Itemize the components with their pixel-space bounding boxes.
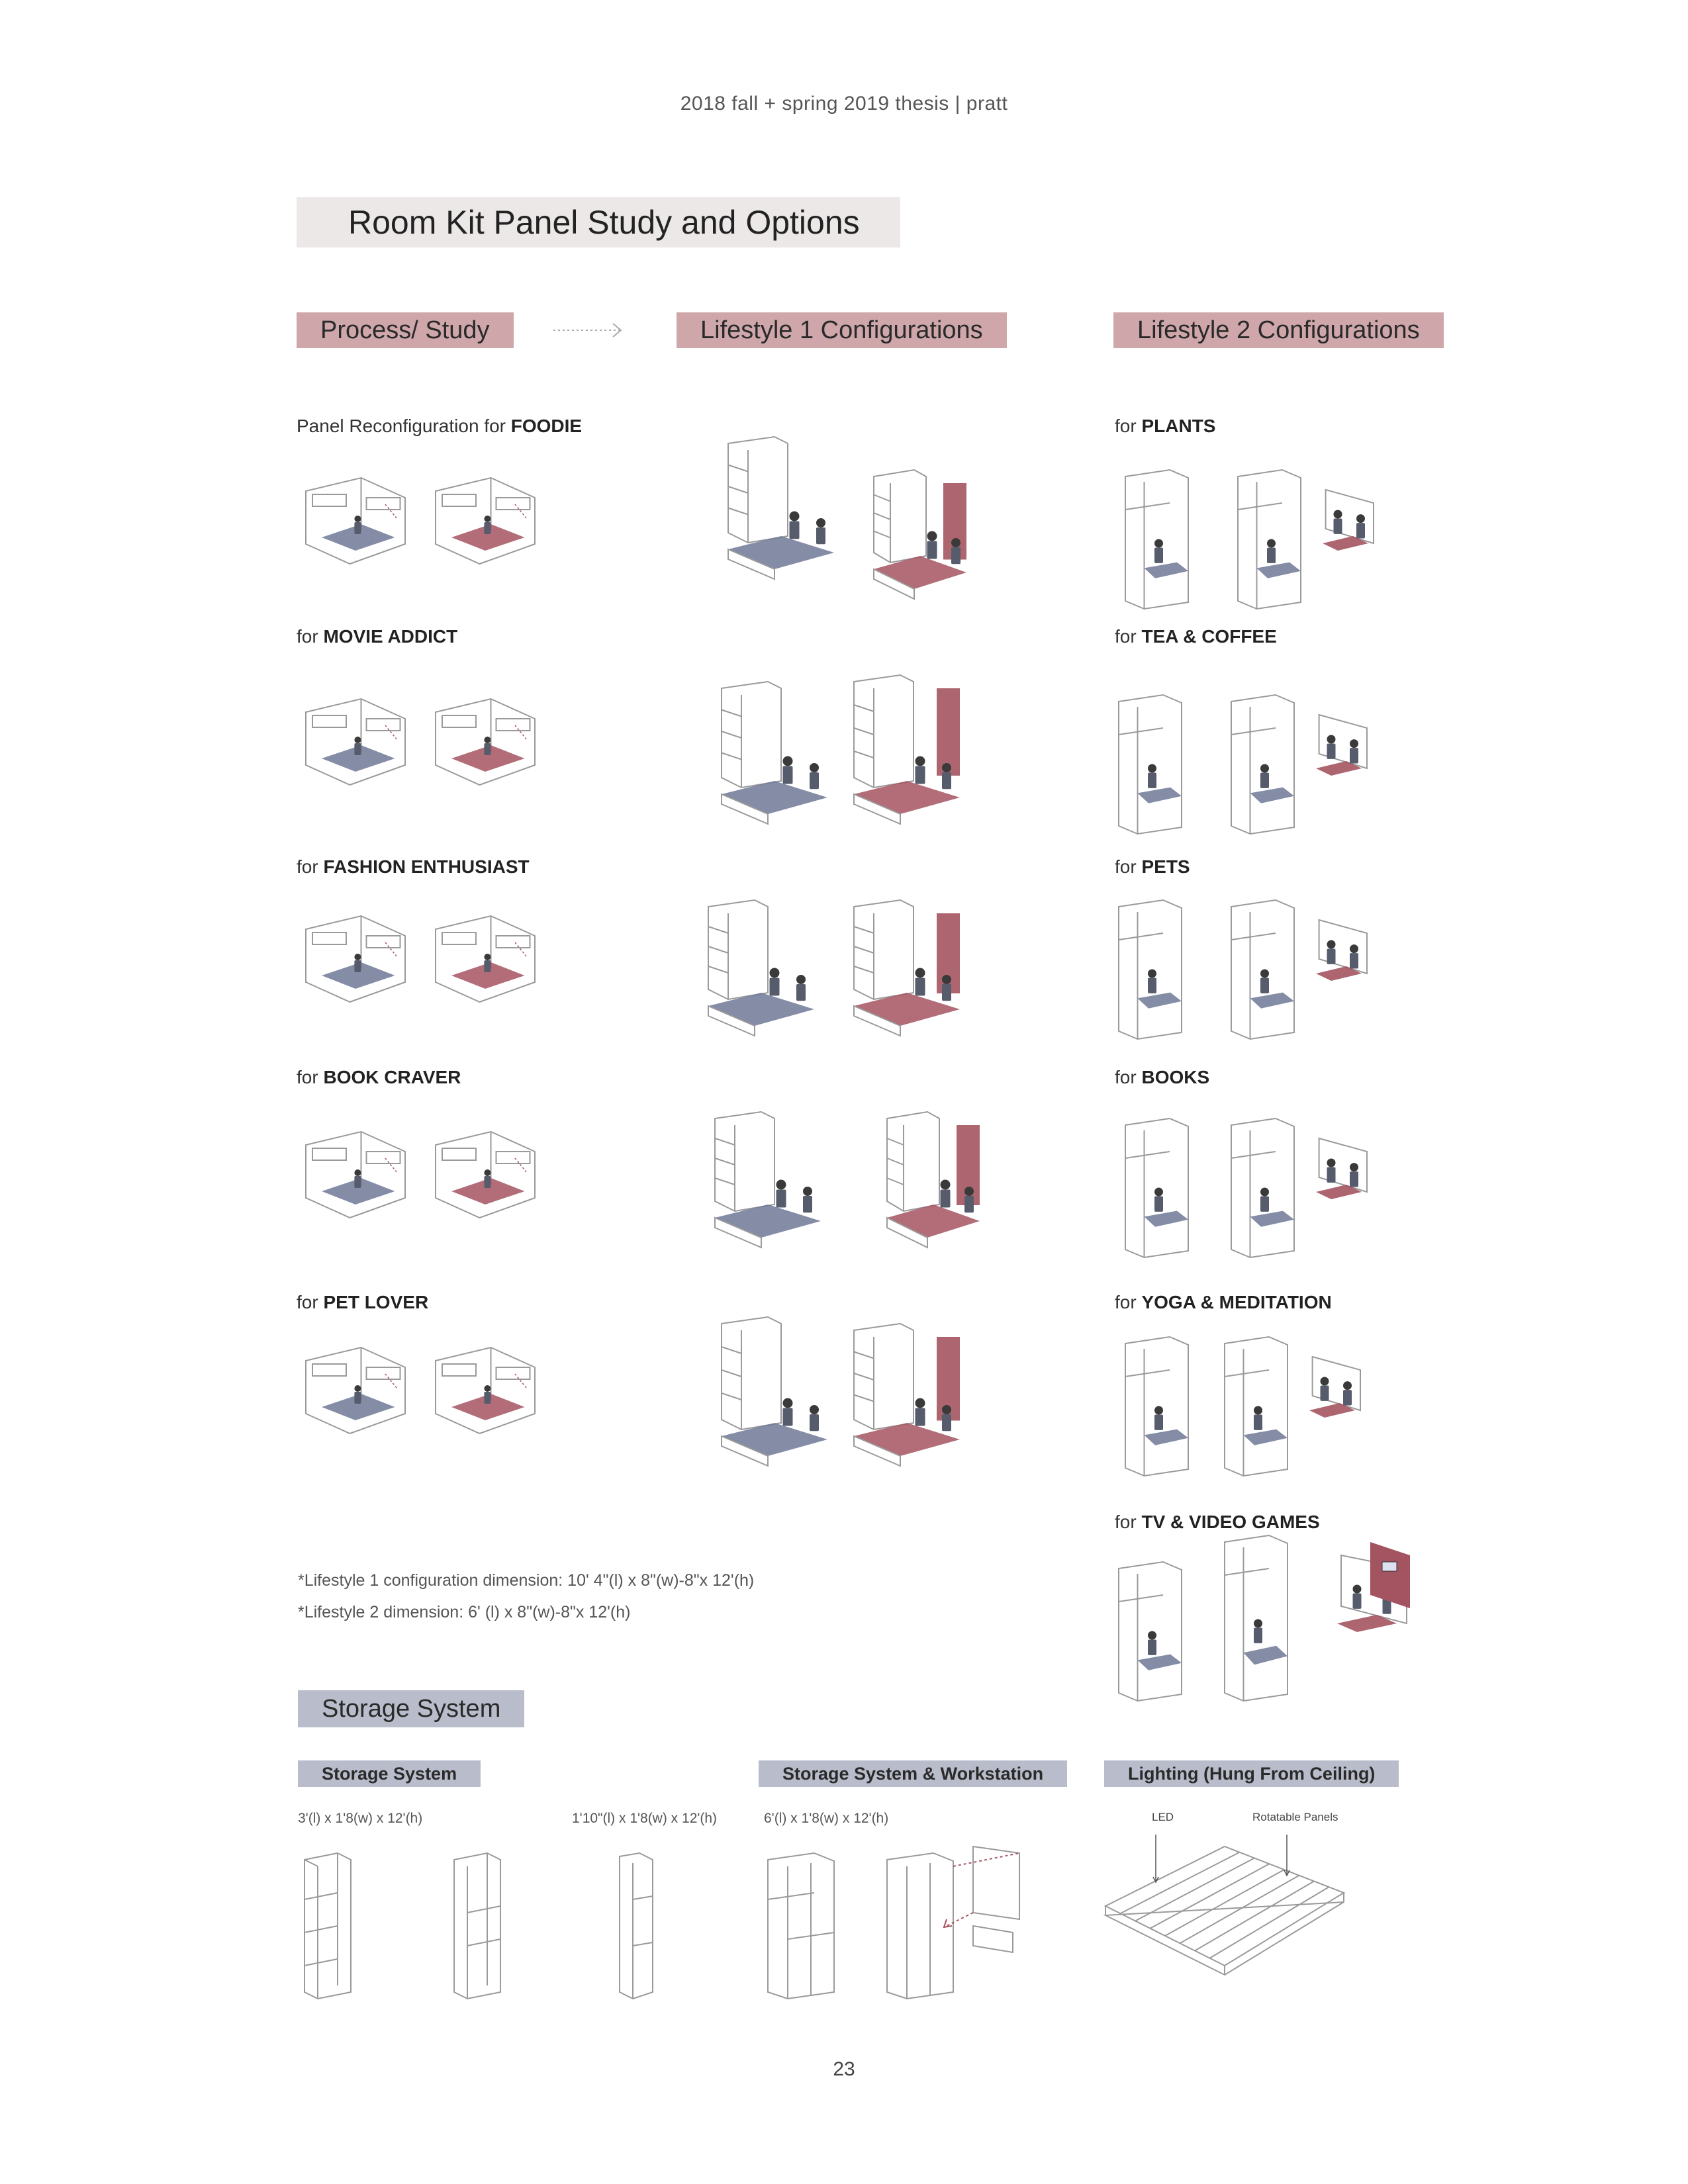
running-header: 2018 fall + spring 2019 thesis | pratt (680, 93, 1008, 114)
l2-label-tv: for TV & VIDEO GAMES (1115, 1512, 1320, 1532)
l2-label-plants: for PLANTS (1115, 416, 1216, 436)
storage-workstation-tag: Storage System & Workstation (759, 1760, 1067, 1787)
plants-config-b (1231, 463, 1383, 609)
l2-label-tea: for TEA & COFFEE (1115, 626, 1277, 647)
storage-unit-3ft-a (298, 1846, 357, 1999)
lifestyle1-tag: Lifestyle 1 Configurations (677, 312, 1007, 348)
pets-config-b (1225, 893, 1377, 1039)
workstation-unit-a (761, 1846, 841, 1999)
tea-config-b (1225, 688, 1377, 834)
tea-config-a (1112, 688, 1185, 834)
plants-config-a (1119, 463, 1192, 609)
book-study-b (429, 1125, 541, 1224)
fashion-study-a (299, 909, 412, 1009)
storage-system-tag: Storage System (298, 1760, 481, 1787)
l2-label-books: for BOOKS (1115, 1067, 1210, 1087)
fashion-study-b (429, 909, 541, 1009)
process-label-book: for BOOK CRAVER (297, 1067, 461, 1087)
l2-label-pets: for PETS (1115, 856, 1190, 877)
books-config-b (1225, 1112, 1377, 1257)
pet-config-b (841, 1317, 973, 1469)
book-config-b (874, 1105, 993, 1251)
lighting-tag: Lighting (Hung From Ceiling) (1104, 1760, 1399, 1787)
pet-study-b (429, 1341, 541, 1440)
rotatable-panels-label: Rotatable Panels (1252, 1811, 1338, 1823)
book-config-a (702, 1105, 834, 1251)
foodie-study-b (429, 471, 541, 570)
movie-study-a (299, 692, 412, 792)
yoga-config-a (1119, 1330, 1192, 1476)
l2-label-yoga: for YOGA & MEDITATION (1115, 1292, 1332, 1312)
lighting-grid-drawing (1099, 1833, 1350, 1979)
dim-storage-1ft10: 1'10"(l) x 1'8(w) x 12'(h) (572, 1811, 718, 1826)
note-lifestyle1-dimension: *Lifestyle 1 configuration dimension: 10' 4"(l) x 8"(w)-8"x 12'(h) (298, 1571, 755, 1590)
storage-unit-3ft-b (447, 1846, 507, 1999)
storage-unit-1ft10 (613, 1846, 659, 1999)
yoga-config-b (1218, 1330, 1370, 1476)
lifestyle2-tag: Lifestyle 2 Configurations (1113, 312, 1444, 348)
storage-system-heading: Storage System (298, 1690, 524, 1727)
foodie-config-a (715, 430, 847, 582)
workstation-unit-b (880, 1827, 1033, 1999)
foodie-study-a (299, 471, 412, 570)
movie-config-b (841, 668, 973, 827)
tv-config-b (1218, 1529, 1417, 1701)
process-label-movie: for MOVIE ADDICT (297, 626, 458, 647)
movie-study-b (429, 692, 541, 792)
tv-config-a (1112, 1555, 1185, 1701)
arrow-right-icon (553, 320, 626, 340)
foodie-config-b (861, 463, 980, 602)
note-lifestyle2-dimension: *Lifestyle 2 dimension: 6' (l) x 8"(w)-8"x 12'(h) (298, 1603, 631, 1621)
fashion-config-a (695, 893, 827, 1039)
pets-config-a (1112, 893, 1185, 1039)
fashion-config-b (841, 893, 973, 1039)
led-label: LED (1152, 1811, 1174, 1823)
process-label-pet: for PET LOVER (297, 1292, 429, 1312)
process-label-foodie: Panel Reconfiguration for FOODIE (297, 416, 583, 436)
process-label-fashion: for FASHION ENTHUSIAST (297, 856, 530, 877)
books-config-a (1119, 1112, 1192, 1257)
book-study-a (299, 1125, 412, 1224)
dim-workstation-6ft: 6'(l) x 1'8(w) x 12'(h) (764, 1811, 889, 1826)
process-study-tag: Process/ Study (297, 312, 514, 348)
pet-study-a (299, 1341, 412, 1440)
pet-config-a (708, 1310, 841, 1469)
dim-storage-3ft: 3'(l) x 1'8(w) x 12'(h) (298, 1811, 423, 1826)
page-number: 23 (833, 2058, 855, 2080)
page-title: Room Kit Panel Study and Options (348, 204, 860, 241)
movie-config-a (708, 675, 841, 827)
